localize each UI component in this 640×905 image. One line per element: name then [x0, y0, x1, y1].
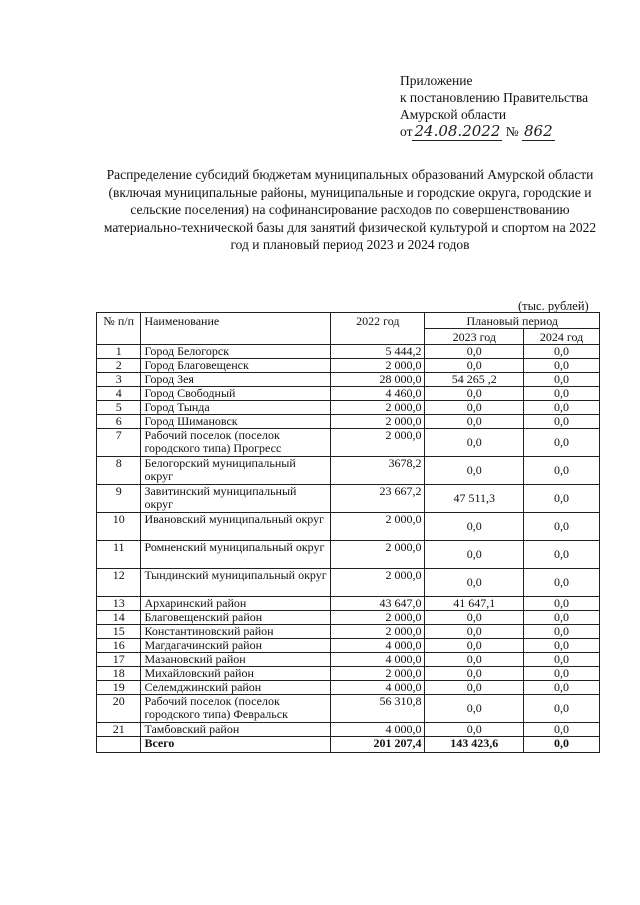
row-value-2024: 0,0 [524, 485, 600, 513]
row-value-2024: 0,0 [524, 415, 600, 429]
header-plan-period: Плановый период [425, 313, 600, 329]
total-value-2024: 0,0 [524, 737, 600, 753]
row-value-2023: 54 265 ,2 [425, 373, 524, 387]
row-value-2024: 0,0 [524, 611, 600, 625]
row-value-2022: 2 000,0 [331, 569, 425, 597]
row-number: 18 [97, 667, 141, 681]
row-value-2022: 4 000,0 [331, 723, 425, 737]
row-name: Город Шимановск [141, 415, 331, 429]
row-value-2023: 0,0 [425, 625, 524, 639]
row-number: 20 [97, 695, 141, 723]
row-value-2024: 0,0 [524, 653, 600, 667]
row-number: 11 [97, 541, 141, 569]
row-value-2022: 2 000,0 [331, 611, 425, 625]
row-value-2023: 0,0 [425, 345, 524, 359]
row-value-2023: 0,0 [425, 611, 524, 625]
row-name: Город Белогорск [141, 345, 331, 359]
total-value-2022: 201 207,4 [331, 737, 425, 753]
row-number: 5 [97, 401, 141, 415]
row-name: Город Свободный [141, 387, 331, 401]
row-value-2022: 4 000,0 [331, 653, 425, 667]
table-row [97, 415, 600, 429]
row-value-2022: 2 000,0 [331, 429, 425, 457]
row-value-2023: 0,0 [425, 513, 524, 541]
row-value-2022: 23 667,2 [331, 485, 425, 513]
row-value-2023: 0,0 [425, 723, 524, 737]
row-name: Ивановский муниципальный округ [141, 513, 331, 541]
row-value-2023: 41 647,1 [425, 597, 524, 611]
row-value-2024: 0,0 [524, 667, 600, 681]
row-value-2023: 0,0 [425, 695, 524, 723]
row-value-2024: 0,0 [524, 401, 600, 415]
appendix-line-2: к постановлению Правительства [400, 90, 589, 105]
row-value-2024: 0,0 [524, 723, 600, 737]
row-value-2024: 0,0 [524, 345, 600, 359]
row-value-2023: 0,0 [425, 359, 524, 373]
table-row [97, 345, 600, 359]
total-num-cell [97, 737, 141, 753]
order-number: 862 [524, 122, 553, 140]
table-body [97, 345, 600, 753]
table-row [97, 429, 600, 457]
row-value-2022: 4 000,0 [331, 681, 425, 695]
row-value-2022: 2 000,0 [331, 513, 425, 541]
row-value-2024: 0,0 [524, 513, 600, 541]
row-name: Рабочий поселок (поселок городского типа) Февральск [141, 695, 331, 723]
document-title: Распределение субсидий бюджетам муниципальных образований Амурской области (включая муниципальные районы, муниципальные и городские округа, городские и сельские поселения) на софинансирование расходов по совершенствованию материально-технической базы для занятий физической культурой и спортом на 2022 год и плановый период 2023 и 2024 годов [103, 167, 597, 252]
row-value-2023: 0,0 [425, 401, 524, 415]
table-row [97, 667, 600, 681]
row-value-2024: 0,0 [524, 373, 600, 387]
header-2024: 2024 год [524, 329, 600, 345]
table-row [97, 639, 600, 653]
header-num: № п/п [97, 313, 141, 345]
row-name: Рабочий поселок (поселок городского типа) Прогресс [141, 429, 331, 457]
row-name: Тамбовский район [141, 723, 331, 737]
row-name: Белогорский муниципальный округ [141, 457, 331, 485]
row-value-2022: 43 647,0 [331, 597, 425, 611]
order-number-sign: № [505, 124, 519, 139]
row-value-2022: 5 444,2 [331, 345, 425, 359]
row-value-2024: 0,0 [524, 695, 600, 723]
row-value-2022: 4 000,0 [331, 639, 425, 653]
row-number: 12 [97, 569, 141, 597]
row-value-2022: 3678,2 [331, 457, 425, 485]
row-value-2023: 0,0 [425, 387, 524, 401]
table-row [97, 387, 600, 401]
row-value-2022: 2 000,0 [331, 625, 425, 639]
row-name: Магдагачинский район [141, 639, 331, 653]
table-row [97, 541, 600, 569]
row-number: 14 [97, 611, 141, 625]
table-row [97, 681, 600, 695]
row-number: 15 [97, 625, 141, 639]
order-prefix: от [400, 124, 413, 139]
row-value-2022: 28 000,0 [331, 373, 425, 387]
row-value-2023: 0,0 [425, 681, 524, 695]
row-number: 1 [97, 345, 141, 359]
row-name: Город Тында [141, 401, 331, 415]
total-value-2023: 143 423,6 [425, 737, 524, 753]
row-value-2024: 0,0 [524, 429, 600, 457]
row-value-2023: 0,0 [425, 429, 524, 457]
row-value-2024: 0,0 [524, 359, 600, 373]
table-row [97, 485, 600, 513]
row-value-2024: 0,0 [524, 597, 600, 611]
table-row [97, 569, 600, 597]
table-row [97, 513, 600, 541]
row-value-2024: 0,0 [524, 387, 600, 401]
row-number: 6 [97, 415, 141, 429]
header-name: Наименование [141, 313, 331, 345]
row-number: 19 [97, 681, 141, 695]
order-reference [400, 123, 588, 140]
row-number: 3 [97, 373, 141, 387]
header-2023: 2023 год [425, 329, 524, 345]
row-value-2024: 0,0 [524, 639, 600, 653]
table-row [97, 695, 600, 723]
row-value-2023: 0,0 [425, 541, 524, 569]
row-number: 10 [97, 513, 141, 541]
row-name: Михайловский район [141, 667, 331, 681]
table-row [97, 401, 600, 415]
table-row [97, 359, 600, 373]
row-number: 17 [97, 653, 141, 667]
row-value-2023: 0,0 [425, 639, 524, 653]
row-name: Мазановский район [141, 653, 331, 667]
row-value-2023: 0,0 [425, 457, 524, 485]
units-label: (тыс. рублей) [518, 299, 589, 313]
table-row [97, 373, 600, 387]
table-row [97, 457, 600, 485]
row-value-2024: 0,0 [524, 541, 600, 569]
total-label: Всего [141, 737, 331, 753]
row-number: 13 [97, 597, 141, 611]
row-value-2022: 2 000,0 [331, 667, 425, 681]
row-number: 8 [97, 457, 141, 485]
row-name: Тындинский муниципальный округ [141, 569, 331, 597]
row-name: Ромненский муниципальный округ [141, 541, 331, 569]
row-name: Константиновский район [141, 625, 331, 639]
row-value-2023: 0,0 [425, 653, 524, 667]
row-value-2023: 47 511,3 [425, 485, 524, 513]
row-name: Город Благовещенск [141, 359, 331, 373]
row-name: Архаринский район [141, 597, 331, 611]
total-row [97, 737, 600, 753]
row-number: 9 [97, 485, 141, 513]
row-name: Благовещенский район [141, 611, 331, 625]
row-number: 7 [97, 429, 141, 457]
row-value-2024: 0,0 [524, 681, 600, 695]
row-value-2024: 0,0 [524, 569, 600, 597]
row-name: Завитинский муниципальный округ [141, 485, 331, 513]
row-value-2023: 0,0 [425, 415, 524, 429]
row-number: 21 [97, 723, 141, 737]
row-number: 16 [97, 639, 141, 653]
table-row [97, 597, 600, 611]
row-value-2023: 0,0 [425, 667, 524, 681]
row-value-2022: 56 310,8 [331, 695, 425, 723]
table-row [97, 611, 600, 625]
row-value-2024: 0,0 [524, 457, 600, 485]
header-2022: 2022 год [331, 313, 425, 345]
row-number: 2 [97, 359, 141, 373]
row-name: Селемджинский район [141, 681, 331, 695]
appendix-header [400, 72, 588, 140]
row-value-2022: 4 460,0 [331, 387, 425, 401]
row-value-2022: 2 000,0 [331, 401, 425, 415]
table-row [97, 653, 600, 667]
appendix-line-1: Приложение [400, 73, 473, 88]
table-row [97, 625, 600, 639]
appendix-line-3: Амурской области [400, 107, 507, 122]
order-date: 24.08.2022 [414, 122, 501, 140]
row-value-2024: 0,0 [524, 625, 600, 639]
row-value-2022: 2 000,0 [331, 541, 425, 569]
subsidies-table [96, 312, 600, 753]
row-name: Город Зея [141, 373, 331, 387]
row-value-2023: 0,0 [425, 569, 524, 597]
row-number: 4 [97, 387, 141, 401]
row-value-2022: 2 000,0 [331, 415, 425, 429]
table-row [97, 723, 600, 737]
row-value-2022: 2 000,0 [331, 359, 425, 373]
